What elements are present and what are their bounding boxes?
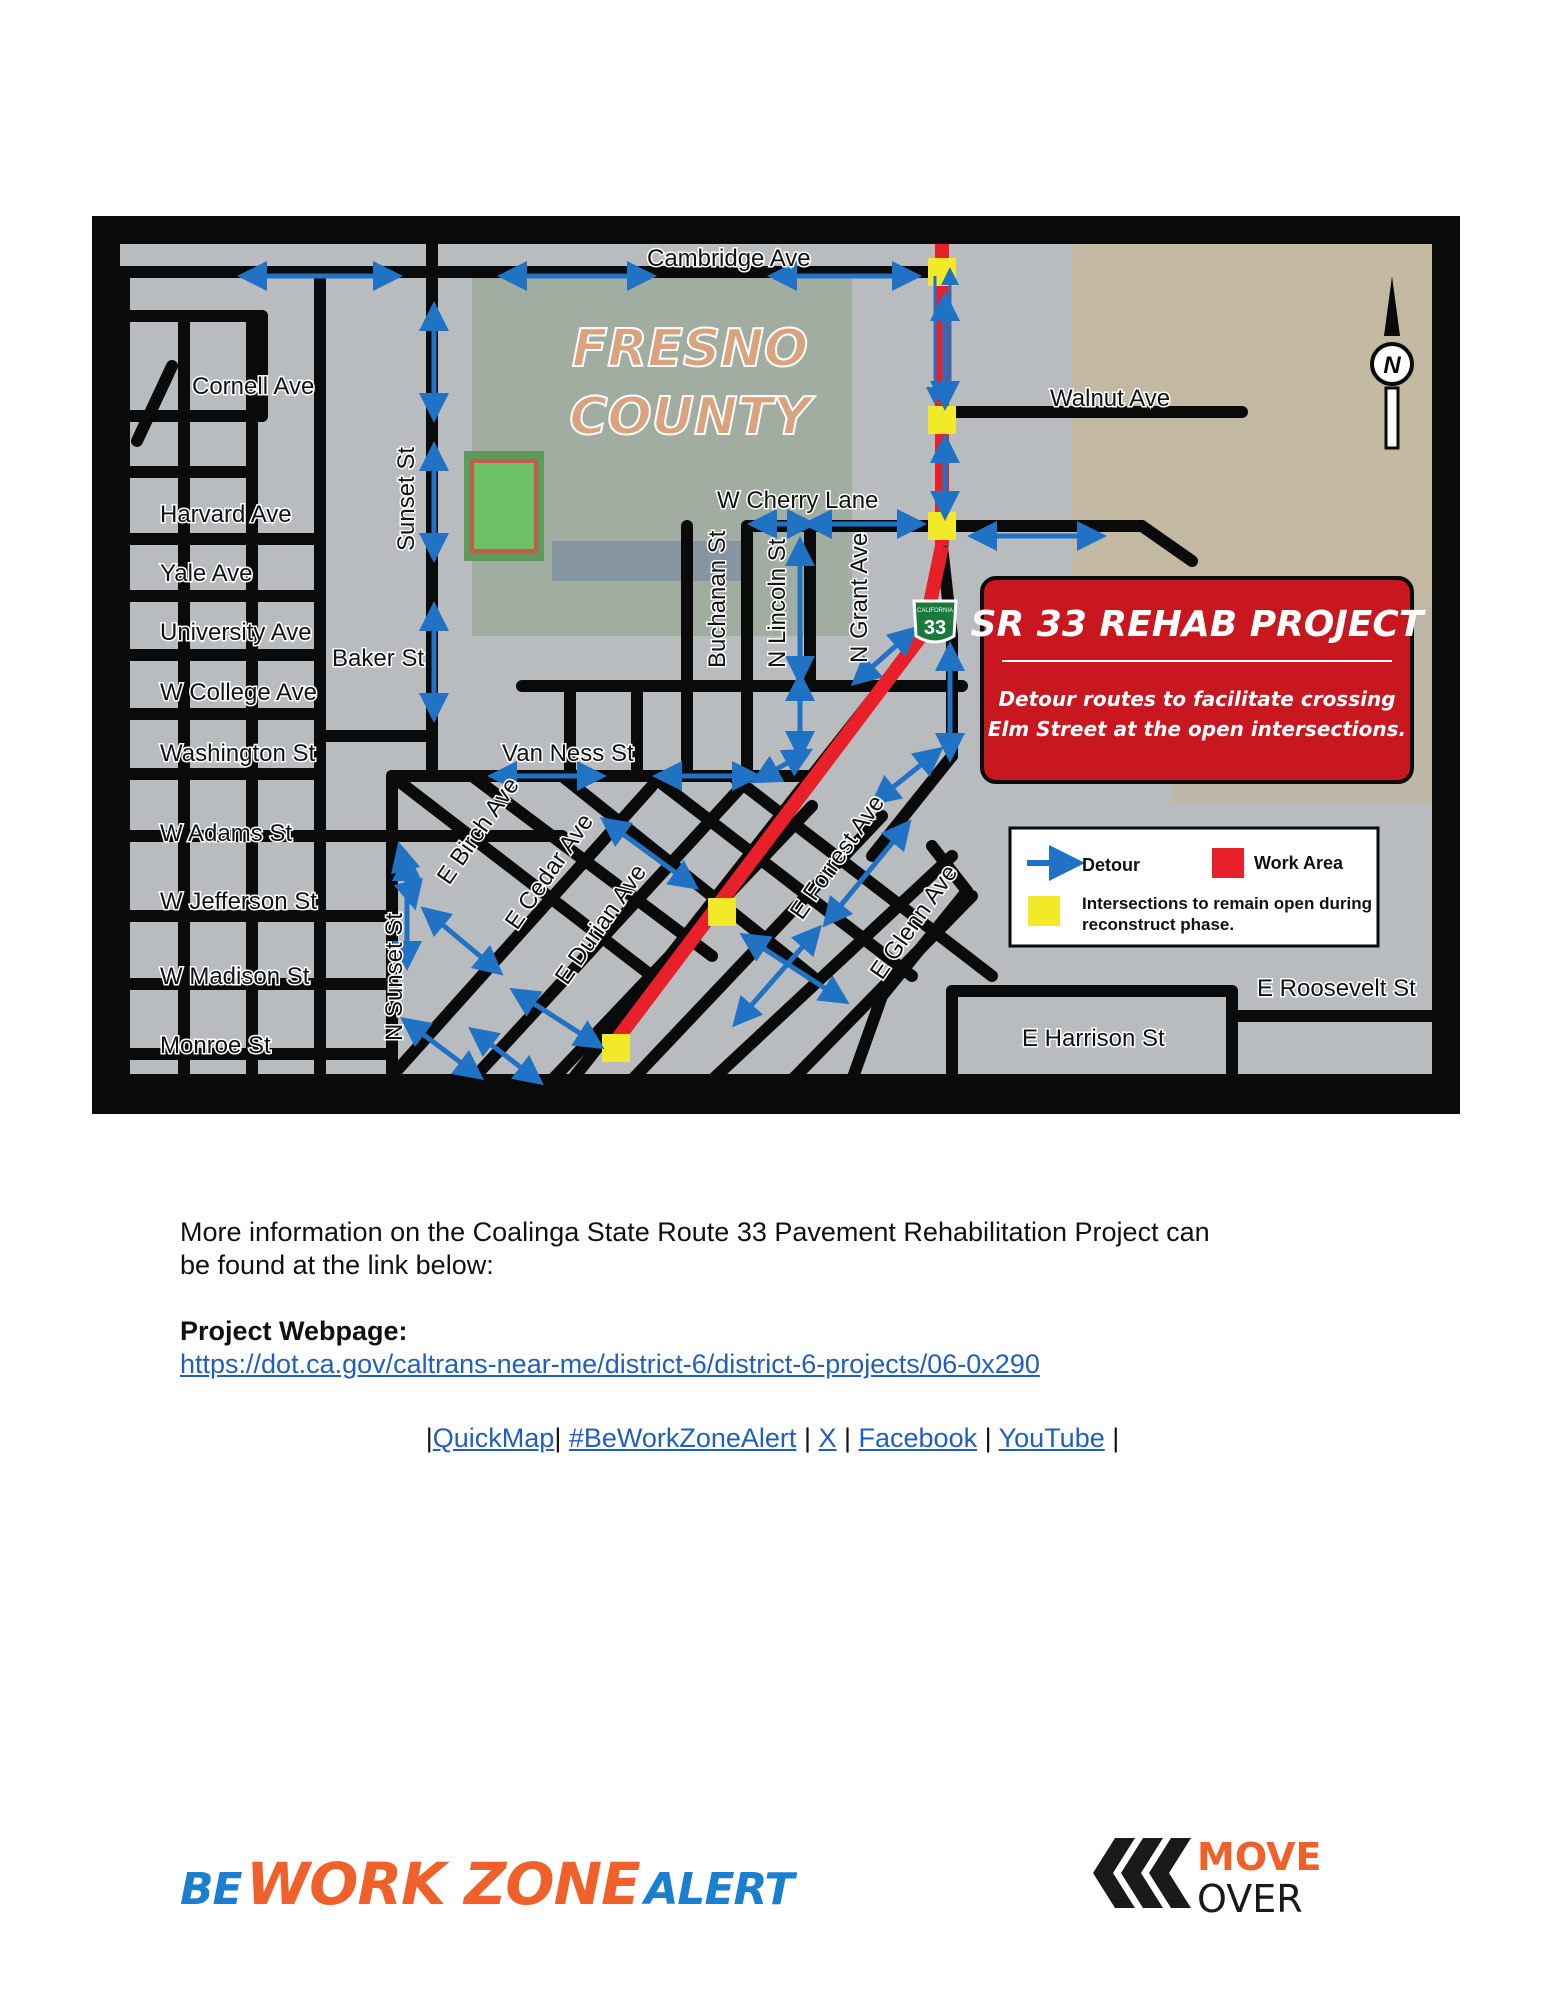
county-title-2: COUNTY xyxy=(569,387,811,447)
project-webpage-label: Project Webpage: xyxy=(180,1316,408,1346)
youtube-link[interactable]: YouTube xyxy=(998,1423,1105,1453)
project-callout xyxy=(971,578,1426,782)
callout-body-line2: Elm Street at the open intersections. xyxy=(987,717,1407,741)
label-harvard: Harvard Ave xyxy=(160,501,292,528)
social-links: |QuickMap| #BeWorkZoneAlert | X | Facebook | YouTube | xyxy=(425,1423,1120,1453)
label-adams: W Adams St xyxy=(160,820,293,847)
chevrons-icon xyxy=(1093,1838,1191,1908)
callout-body-line1: Detour routes to facilitate crossing xyxy=(998,687,1396,711)
label-durian: E Durian Ave xyxy=(549,859,653,990)
legend-work-area-swatch xyxy=(1212,848,1244,878)
label-harrison: E Harrison St xyxy=(1022,1025,1165,1052)
label-cornell: Cornell Ave xyxy=(192,373,315,400)
bwza-be: BE xyxy=(180,1864,242,1915)
label-washington: Washington St xyxy=(160,740,316,767)
label-roosevelt: E Roosevelt St xyxy=(1257,975,1416,1002)
bwza-work-zone: WORK ZONE xyxy=(246,1850,640,1918)
label-grant: N Grant Ave xyxy=(846,532,873,663)
move-text: MOVE xyxy=(1197,1835,1322,1879)
move-over-logo xyxy=(1085,1828,1345,1918)
label-yale: Yale Ave xyxy=(160,560,253,587)
label-monroe: Monroe St xyxy=(160,1032,271,1059)
callout-title: SR 33 REHAB PROJECT xyxy=(970,604,1424,645)
detour-map xyxy=(92,216,1460,1114)
route-33-shield-icon xyxy=(914,601,956,642)
map-legend xyxy=(1010,828,1378,946)
x-link[interactable]: X xyxy=(818,1423,837,1453)
facebook-link[interactable]: Facebook xyxy=(858,1423,978,1453)
info-section xyxy=(180,1216,1380,1381)
legend-open-swatch xyxy=(1028,896,1060,926)
info-line1: More information on the Coalinga State Route 33 Pavement Rehabilitation Project can xyxy=(180,1217,1210,1247)
county-title-1: FRESNO xyxy=(571,319,809,379)
label-n-sunset: N Sunset St xyxy=(381,912,408,1041)
shield-number: 33 xyxy=(923,617,947,639)
label-van-ness: Van Ness St xyxy=(502,740,634,767)
legend-detour: Detour xyxy=(1082,855,1140,875)
over-text: OVER xyxy=(1197,1877,1303,1918)
be-work-zone-alert-logo xyxy=(180,1850,793,1918)
label-glenn: E Glenn Ave xyxy=(864,860,964,985)
label-sunset: Sunset St xyxy=(393,446,420,551)
hashtag-link[interactable]: #BeWorkZoneAlert xyxy=(568,1423,797,1453)
label-jefferson: W Jefferson St xyxy=(160,888,317,915)
label-lincoln: N Lincoln St xyxy=(764,538,791,668)
bwza-alert: ALERT xyxy=(644,1864,794,1915)
label-baker: Baker St xyxy=(332,645,425,672)
legend-open-line2: reconstruct phase. xyxy=(1082,915,1235,934)
label-forrest: E Forrest Ave xyxy=(784,790,891,925)
legend-work-area: Work Area xyxy=(1254,853,1344,873)
label-college: W College Ave xyxy=(160,679,317,706)
label-madison: W Madison St xyxy=(160,963,310,990)
quickmap-link[interactable]: QuickMap xyxy=(432,1423,555,1453)
north-label: N xyxy=(1383,352,1401,379)
label-buchanan: Buchanan St xyxy=(704,530,731,668)
label-birch: E Birch Ave xyxy=(431,772,525,890)
project-webpage-link[interactable]: https://dot.ca.gov/caltrans-near-me/district-6/district-6-projects/06-0x290 xyxy=(180,1349,1040,1379)
label-university: University Ave xyxy=(160,619,312,646)
legend-open-line1: Intersections to remain open during xyxy=(1082,894,1372,913)
shield-caption: CALIFORNIA xyxy=(916,608,954,614)
label-cedar: E Cedar Ave xyxy=(499,808,599,935)
info-line2: be found at the link below: xyxy=(180,1250,494,1280)
label-cherry: W Cherry Lane xyxy=(717,487,879,514)
label-walnut: Walnut Ave xyxy=(1050,385,1171,412)
label-cambridge: Cambridge Ave xyxy=(647,245,811,272)
